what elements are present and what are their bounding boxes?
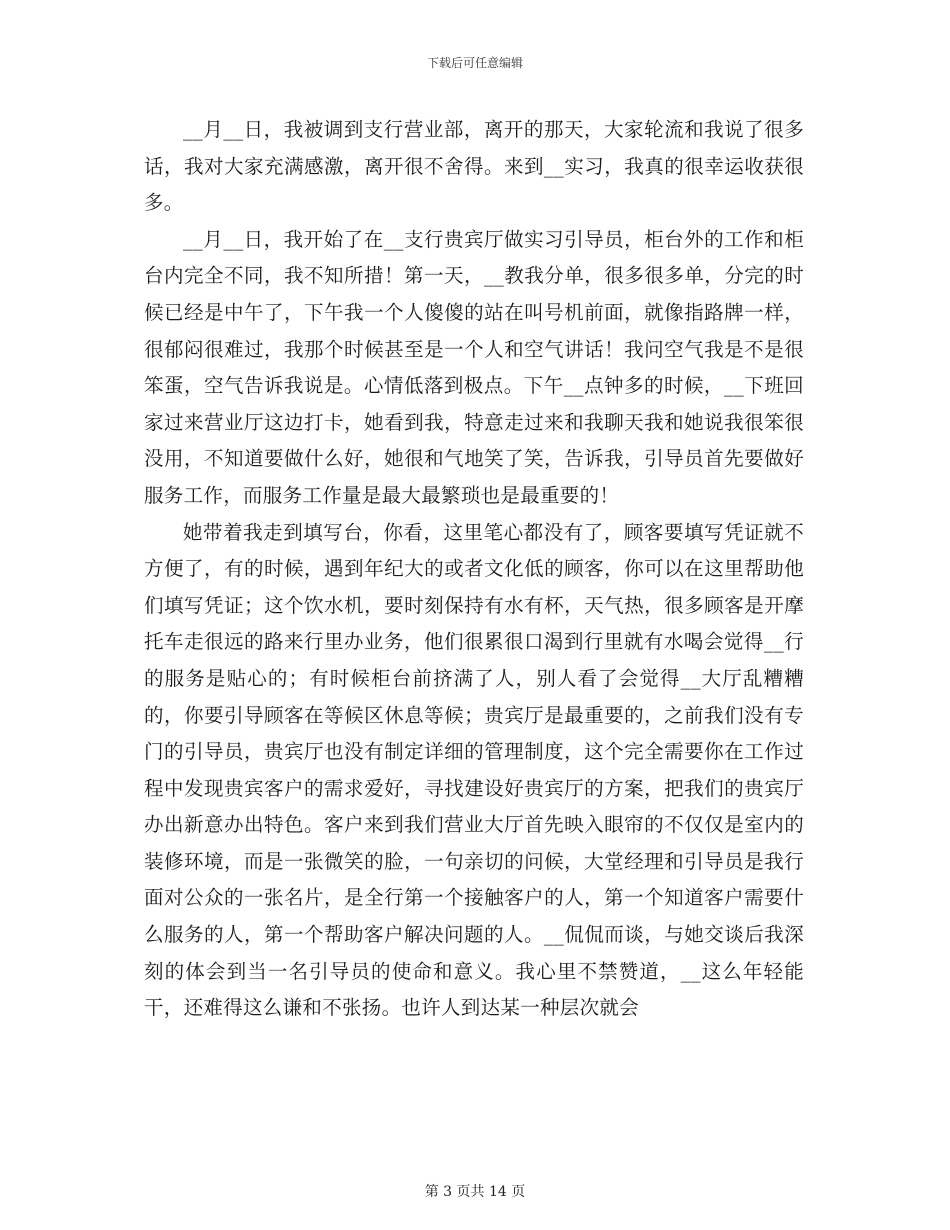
page-footer: 第 3 页共 14 页 (424, 1184, 526, 1200)
document-body (144, 112, 804, 1027)
paragraph-2: __月__日，我开始了在__支行贵宾厅做实习引导员，柜台外的工作和柜台内完全不同，我不知所措！第一天，__教我分单，很多很多单，分完的时候已经是中午了，下午我一个人傻傻的站在叫号机前面，就像指路牌一样，很郁闷很难过，我那个时候甚至是一个人和空气讲话！我问空气我是不是很笨蛋，空气告诉我说是。心情低落到极点。下午__点钟多的时候，__下班回家过来营业厅这边打卡，她看到我，特意走过来和我聊天我和她说我很笨很没用，不知道要做什么好，她很和气地笑了笑，告诉我，引导员首先要做好服务工作，而服务工作量是最大最繁琐也是最重要的！ (144, 227, 804, 507)
paragraph-1: __月__日，我被调到支行营业部，离开的那天，大家轮流和我说了很多话，我对大家充满感激，离开很不舍得。来到__实习，我真的很幸运收获很多。 (144, 118, 804, 215)
page-header: 下载后可任意编辑 (426, 56, 523, 70)
paragraph-3: 她带着我走到填写台，你看，这里笔心都没有了，顾客要填写凭证就不方便了，有的时候，遇到年纪大的或者文化低的顾客，你可以在这里帮助他们填写凭证；这个饮水机，要时刻保持有水有杯，天气热，很多顾客是开摩托车走很远的路来行里办业务，他们很累很口渴到行里就有水喝会觉得__行的服务是贴心的；有时候柜台前挤满了人，别人看了会觉得__大厅乱糟糟的，你要引导顾客在等候区休息等候；贵宾厅是最重要的，之前我们没有专门的引导员，贵宾厅也没有制定详细的管理制度，这个完全需要你在工作过程中发现贵宾客户的需求爱好，寻找建设好贵宾厅的方案，把我们的贵宾厅办出新意办出特色。客户来到我们营业大厅首先映入眼帘的不仅仅是室内的装修环境，而是一张微笑的脸，一句亲切的问候，大堂经理和引导员是我行面对公众的一张名片，是全行第一个接触客户的人，第一个知道客户需要什么服务的人，第一个帮助客户解决问题的人。__侃侃而谈，与她交谈后我深刻的体会到当一名引导员的使命和意义。我心里不禁赞道，__这么年轻能干，还难得这么谦和不张扬。也许人到达某一种层次就会 (144, 520, 804, 1020)
